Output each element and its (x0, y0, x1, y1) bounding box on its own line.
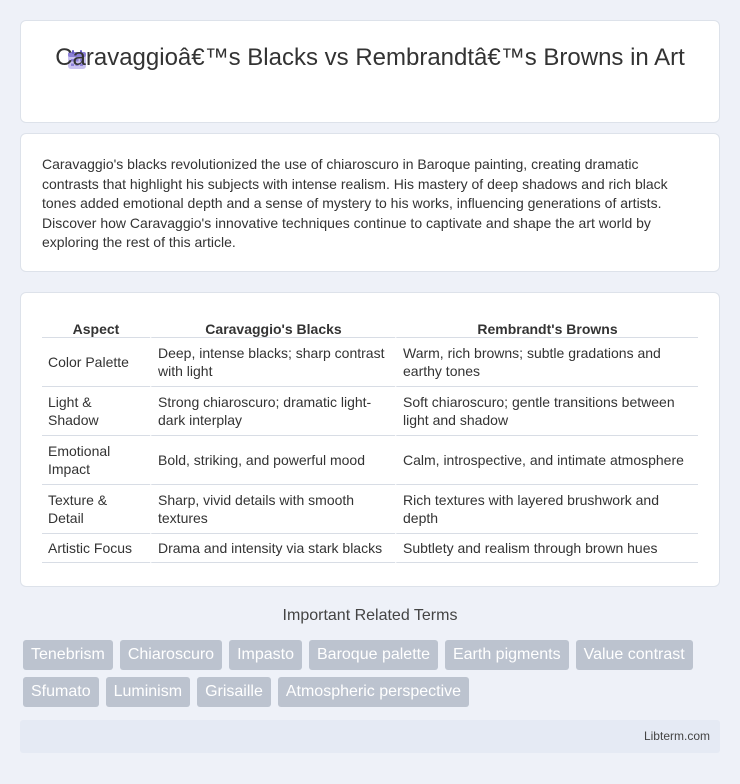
table-row (42, 436, 698, 485)
cell-aspect: Texture & Detail (42, 485, 150, 534)
cell-rembrandt: Calm, introspective, and intimate atmosphere (395, 436, 698, 485)
cell-caravaggio: Strong chiaroscuro; dramatic light-dark interplay (150, 387, 395, 436)
cell-caravaggio: Sharp, vivid details with smooth textures (150, 485, 395, 534)
header-caravaggio: Caravaggio's Blacks (150, 316, 395, 338)
tag-grisaille[interactable]: Grisaille (197, 677, 271, 707)
table-row (42, 338, 698, 387)
footer (20, 720, 720, 753)
tag-earth-pigments[interactable]: Earth pigments (445, 640, 569, 670)
comparison-card (20, 292, 720, 587)
cell-aspect: Light & Shadow (42, 387, 150, 436)
table-row (42, 387, 698, 436)
tag-atmospheric-perspective[interactable]: Atmospheric perspective (278, 677, 469, 707)
cell-caravaggio: Bold, striking, and powerful mood (150, 436, 395, 485)
tag-luminism[interactable]: Luminism (106, 677, 190, 707)
cell-aspect: Artistic Focus (42, 534, 150, 563)
footer-site-link[interactable]: Libterm.com (643, 729, 710, 743)
table-header-row (42, 316, 698, 338)
intro-card (20, 133, 720, 272)
cell-caravaggio: Drama and intensity via stark blacks (150, 534, 395, 563)
tag-value-contrast[interactable]: Value contrast (576, 640, 693, 670)
cell-aspect: Emotional Impact (42, 436, 150, 485)
tag-impasto[interactable]: Impasto (229, 640, 302, 670)
table-row (42, 534, 698, 563)
header-aspect: Aspect (42, 316, 150, 338)
intro-paragraph: Caravaggio's blacks revolutionized the use of chiaroscuro in Baroque painting, creating dramatic contrasts that highlight his subjects with intense realism. His mastery of deep shadows and rich black tones added emotional depth and a sense of mystery to his works, influencing generations of artists. Discover how Caravaggio's innovative techniques continue to captivate and shape the art world by exploring the rest of this article. (42, 156, 668, 251)
table-row (42, 485, 698, 534)
cell-rembrandt: Rich textures with layered brushwork and depth (395, 485, 698, 534)
cell-caravaggio: Deep, intense blacks; sharp contrast with light (150, 338, 395, 387)
cell-aspect: Color Palette (42, 338, 150, 387)
header-rembrandt: Rembrandt's Browns (395, 316, 698, 338)
page-title: Caravaggioâ€™s Blacks vs Rembrandtâ€™s Browns in Art (55, 44, 685, 71)
related-terms-list (23, 640, 713, 714)
cell-rembrandt: Soft chiaroscuro; gentle transitions between light and shadow (395, 387, 698, 436)
title-card (20, 20, 720, 123)
tag-chiaroscuro[interactable]: Chiaroscuro (120, 640, 222, 670)
tag-tenebrism[interactable]: Tenebrism (23, 640, 113, 670)
comparison-table (42, 316, 698, 563)
related-terms-heading: Important Related Terms (282, 607, 458, 624)
cell-rembrandt: Warm, rich browns; subtle gradations and earthy tones (395, 338, 698, 387)
cell-rembrandt: Subtlety and realism through brown hues (395, 534, 698, 563)
tag-sfumato[interactable]: Sfumato (23, 677, 99, 707)
tag-baroque-palette[interactable]: Baroque palette (309, 640, 438, 670)
